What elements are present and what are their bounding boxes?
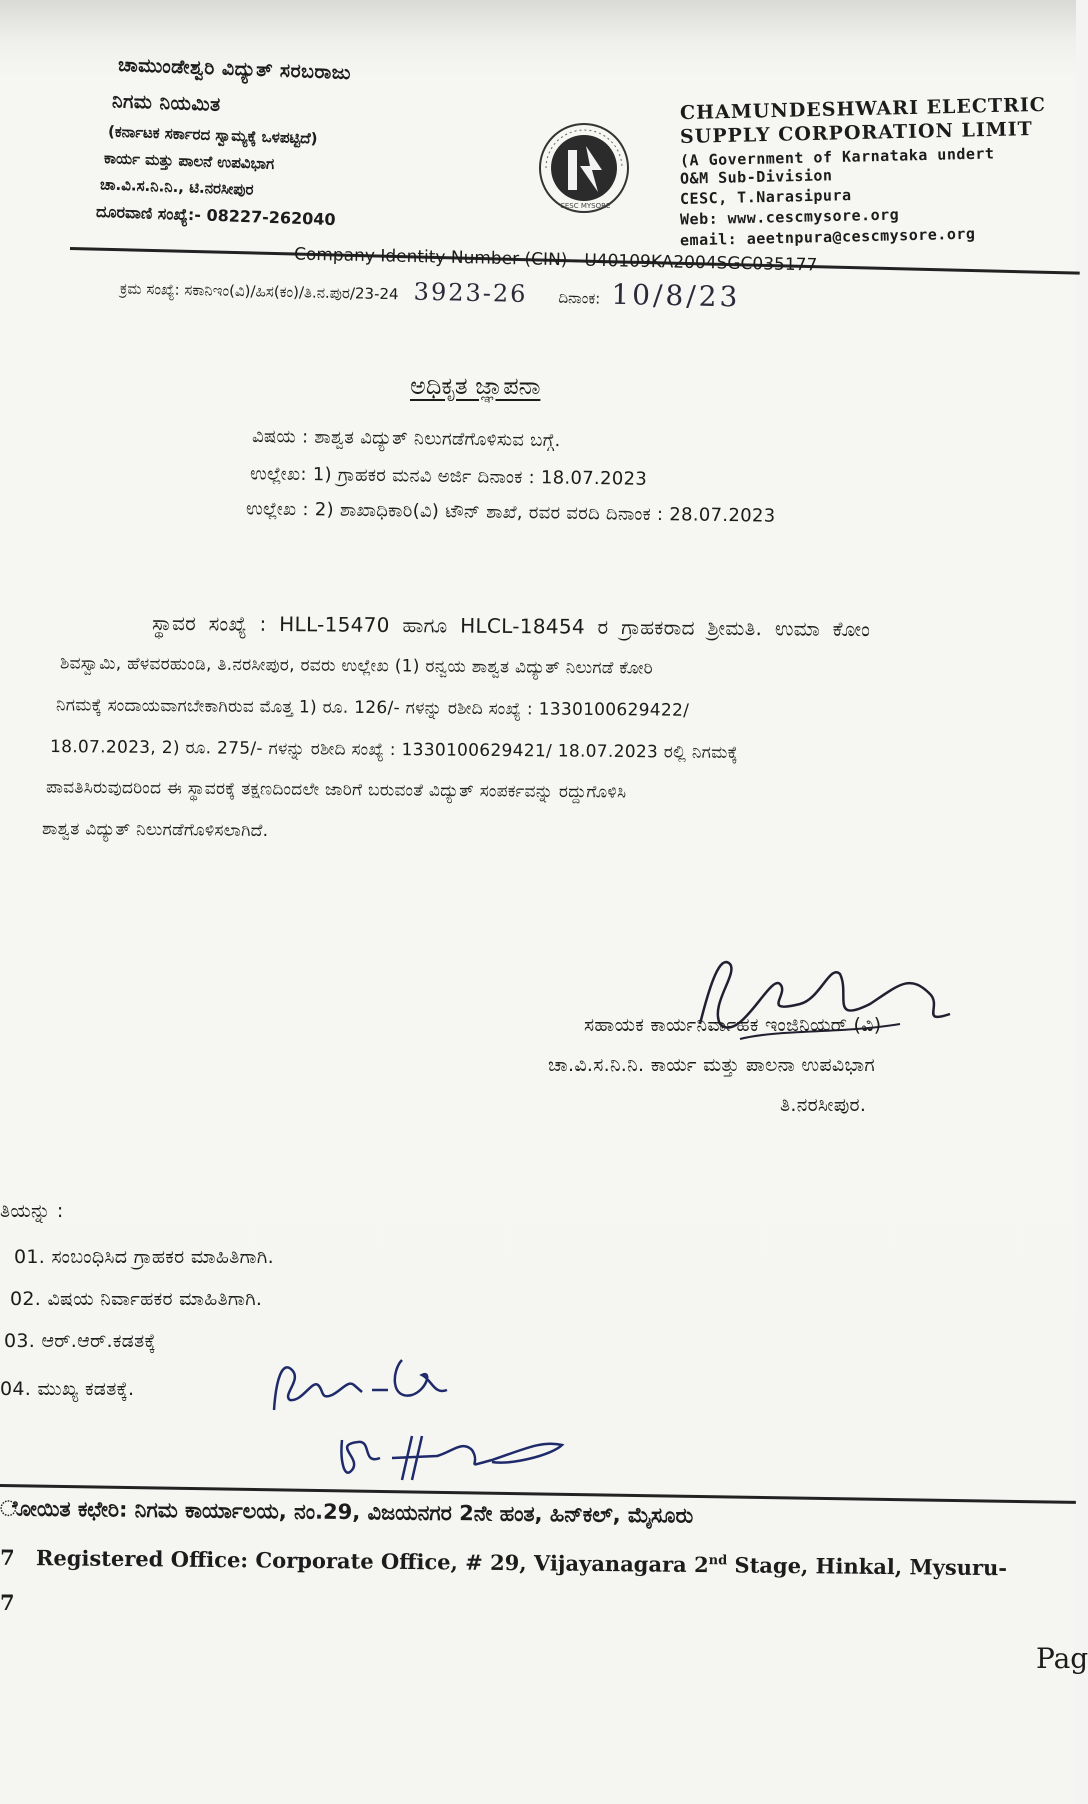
kn-subdivision-line: ಕಾರ್ಯ ಮತ್ತು ಪಾಲನೆ ಉಪವಿಭಾಗ <box>103 149 275 173</box>
signatory-place: ತಿ.ನರಸೀಪುರ. <box>780 1094 867 1116</box>
en-subdivision-line: O&M Sub-Division <box>679 166 833 188</box>
body-line-3: ನಿಗಮಕ್ಕೆ ಸಂದಾಯವಾಗಬೇಕಾಗಿರುವ ಮೊತ್ತ 1) ರೂ. 126/- ಗಳನ್ನು ರಶೀದಿ ಸಂಖ್ಯೆ : 1330100629422/ <box>55 695 690 721</box>
copy-item-1: 01. ಸಂಬಂಧಿಸಿದ ಗ್ರಾಹಕರ ಮಾಹಿತಿಗಾಗಿ. <box>14 1246 274 1268</box>
reference-2: ಉಲ್ಲೇಖ : 2) ಶಾಖಾಧಿಕಾರಿ(ವಿ) ಟೌನ್ ಶಾಖೆ, ರವರ ವರದಿ ದಿನಾಂಕ : 28.07.2023 <box>245 498 776 527</box>
kn-govt-line: (ಕರ್ನಾಟಕ ಸರ್ಕಾರದ ಸ್ವಾಮ್ಯಕ್ಕೆ ಒಳಪಟ್ಟಿದೆ) <box>107 122 318 148</box>
en-govt-line: (A Government of Karnataka undert <box>679 144 995 170</box>
en-email: email: aeetnpura@cescmysore.org <box>679 224 976 250</box>
signatory-office: ಚಾ.ವಿ.ಸ.ನಿ.ನಿ. ಕಾರ್ಯ ಮತ್ತು ಪಾಲನಾ ಉಪವಿಭಾಗ <box>548 1054 876 1076</box>
body-line-4: 18.07.2023, 2) ರೂ. 275/- ಗಳನ್ನು ರಶೀದಿ ಸಂಖ್ಯೆ : 1330100629421/ 18.07.2023 ರಲ್ಲಿ ನಿಗಮಕ್ಕೆ <box>49 736 738 764</box>
kn-company-name-line1: ಚಾಮುಂಡೇಶ್ವರಿ ವಿದ್ಯುತ್ ಸರಬರಾಜು <box>117 53 352 85</box>
reference-prefix: ಕ್ರಮ ಸಂಖ್ಯೆ: ಸಕಾನಿಇಂ(ವಿ)/ಹಿಸ(ಕಂ)/ತಿ.ನ.ಪುರ/23-24 <box>119 279 399 304</box>
kn-office-line: ಚಾ.ವಿ.ಸ.ನಿ.ನಿ., ಟಿ.ನರಸೀಪುರ <box>99 175 254 199</box>
en-company-name-line2: SUPPLY CORPORATION LIMIT <box>679 118 1034 148</box>
en-company-name-line1: CHAMUNDESHWARI ELECTRIC <box>679 93 1047 125</box>
footer-prefix: 7 <box>0 1544 15 1570</box>
handwritten-initials <box>262 1340 582 1490</box>
date-label: ದಿನಾಂಕ: <box>558 288 601 308</box>
body-line-6: ಶಾಶ್ವತ ವಿದ್ಯುತ್ ನಿಲುಗಡೆಗೊಳಿಸಲಾಗಿದೆ. <box>41 819 269 841</box>
footer-address-end: Stage, Hinkal, Mysuru- <box>727 1552 1008 1581</box>
logo-caption: CESC MYSORE <box>560 202 611 210</box>
reference-number: 3923-26 <box>413 277 528 309</box>
kn-company-name-line2: ನಿಗಮ ನಿಯಮಿತ <box>111 90 222 116</box>
officer-signature <box>680 944 980 1064</box>
cesc-logo <box>536 120 632 216</box>
body-line-1: ಸ್ಥಾವರ ಸಂಖ್ಯೆ : HLL-15470 ಹಾಗೂ HLCL-18454 ರ ಗ್ರಾಹಕರಾದ ಶ್ರೀಮತಿ. ಉಮಾ ಕೋಂ <box>151 610 871 642</box>
footer-address-text: Registered Office: Corporate Office, # 29, Vijayanagara 2 <box>35 1545 709 1578</box>
copy-item-4: 04. ಮುಖ್ಯ ಕಡತಕ್ಕೆ. <box>0 1378 135 1400</box>
reference-line <box>120 268 741 314</box>
reference-1: ಉಲ್ಲೇಖ: 1) ಗ್ರಾಹಕರ ಮನವಿ ಅರ್ಜಿ ದಿನಾಂಕ : 18.07.2023 <box>249 463 648 490</box>
subject-line: ವಿಷಯ : ಶಾಶ್ವತ ವಿದ್ಯುತ್ ನಿಲುಗಡೆಗೊಳಿಸುವ ಬಗ್ಗೆ. <box>251 425 561 452</box>
footer-ordinal: nd <box>708 1553 728 1569</box>
copy-item-2: 02. ವಿಷಯ ನಿರ್ವಾಹಕರ ಮಾಹಿತಿಗಾಗಿ. <box>10 1288 263 1310</box>
copy-item-3: 03. ಆರ್.ಆರ್.ಕಡತಕ್ಕೆ <box>4 1330 156 1352</box>
date-value: 10/8/23 <box>611 277 741 314</box>
footer-line2: 7 <box>0 1590 15 1615</box>
page-label: Pag <box>1036 1642 1088 1675</box>
cin-number: Company Identity Number (CIN) - U40109KA2004SGC035177 <box>293 244 818 276</box>
memo-title: ಅಧಿಕೃತ ಜ್ಞಾಪನಾ <box>410 372 541 400</box>
copies-heading: ತಿಯನ್ನು : <box>0 1200 64 1222</box>
body-line-5: ಪಾವತಿಸಿರುವುದರಿಂದ ಈ ಸ್ಥಾವರಕ್ಕೆ ತಕ್ಷಣದಿಂದಲೇ ಜಾರಿಗೆ ಬರುವಂತೆ ವಿದ್ಯುತ್ ಸಂಪರ್ಕವನ್ನು ರದ್ದುಗೊಳಿಸಿ <box>45 777 627 803</box>
footer-english-address <box>0 1545 1007 1581</box>
kn-phone: ದೂರವಾಣಿ ಸಂಖ್ಯೆ:- 08227-262040 <box>95 201 336 230</box>
body-line-2: ಶಿವಸ್ವಾಮಿ, ಹೆಳವರಹುಂಡಿ, ತಿ.ನರಸೀಪುರ, ರವರು ಉಲ್ಲೇಖ (1) ರನ್ವಯ ಶಾಶ್ವತ ವಿದ್ಯುತ್ ನಿಲುಗಡೆ ಕೋರಿ <box>59 653 654 679</box>
en-website: Web: www.cescmysore.org <box>679 205 900 229</box>
en-office-line: CESC, T.Narasipura <box>679 186 852 208</box>
footer-kannada-address: ೋಯಿತ ಕಛೇರಿ: ನಿಗಮ ಕಾರ್ಯಾಲಯ, ನಂ.29, ವಿಜಯನಗರ 2ನೇ ಹಂತ, ಹಿನ್‌ಕಲ್, ಮೈಸೂರು <box>0 1496 694 1528</box>
signatory-designation: ಸಹಾಯಕ ಕಾರ್ಯನಿರ್ವಾಹಕ ಇಂಜಿನಿಯರ್ (ವಿ) <box>584 1014 882 1036</box>
